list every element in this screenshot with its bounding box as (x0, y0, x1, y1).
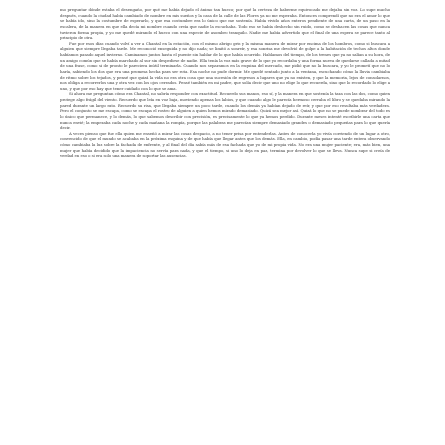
paragraph-3: Si ahora me preguntan cómo era Chantal, no sabría responder con exactitud. Recuerdo sus manos, eso sí, y la manera en que sostenía la taza con las dos, como quien protege algo frágil del viento. Recuerdo que leía en voz baja, moviendo apenas los labios, y que cuando algo le parecía hermoso cerraba el libro y se quedaba mirando la pared durante un largo rato. Recuerdo su risa, que llegaba siempre un poco tarde, cuando los demás ya habían dejado de reír, y que por eso resultaba más verdadera. Pero el conjunto se me escapa, como se escapa el rostro de alguien a quien hemos mirado demasiado. Quizá sea mejor así. Quizá lo que no se puede nombrar del todo es lo único que permanece, y lo demás, lo que sabemos describir con precisión, es precisamente lo que ya hemos perdido. Durante meses intenté escribirle una carta que nunca envié; la empezaba cada noche y cada mañana la rompía, porque las palabras me parecían siempre demasiado grandes o demasiado pequeñas para lo que quería decir. (60, 91, 390, 131)
text-column (60, 7, 390, 439)
paragraph-4: A veces pienso que fue ella quien me enseñó a mirar las cosas despacio, a no tener prisa por entenderlas. Antes de conocerla yo vivía corriendo de un lugar a otro, convencido de que el mundo se acababa en la próxima esquina y de que había que llegar antes que los demás. Ella, en cambio, podía pasar una tarde entera observando cómo cambiaba la luz sobre la fachada de enfrente, y al final del día sabía más de esa fachada que yo de mi propia vida. No era una mujer paciente; era, más bien, una mujer que había decidido que la impaciencia no servía para nada, y que el tiempo, si uno lo deja en paz, termina por devolver lo que se lleva. Nunca supe si creía de verdad en eso o si era solo una manera de soportar las ausencias. (60, 130, 390, 159)
paragraph-1: mo preguntar dónde estaba el desengaño, por qué me había dejado el ánimo tan hueco; por qué la certeza de haberme equivocado me dejaba sin voz. Lo supe mucho después, cuando la ciudad había cambiado de nombre en mis sueños y la casa de la calle de las Flores ya no me esperaba. Entonces comprendí que no era el amor lo que se había ido, sino la costumbre de esperarlo, y que esa costumbre era lo único que me sostenía. Había vivido años enteros pendiente de una carta, de un paso en la escalera, de la manera en que ella decía mi nombre cuando creía que nadie la escuchaba. Todo eso se había deshecho sin ruido, como se deshacen las cosas que nunca tuvieron forma propia, y yo me quedé mirando el hueco con una especie de asombro tranquilo. Nadie me había advertido que el final de una espera se parece tanto al principio de otra. (60, 7, 390, 41)
paragraph-2: Fue por esos días cuando volví a ver a Chantal en la estación, con el mismo abrigo gris y la misma manera de mirar por encima de los hombros, como si buscara a alguien que siempre llegaba tarde. Me reconoció enseguida y no dijo nada; se limitó a sonreír, y esa sonrisa me devolvió de golpe a la habitación de techos altos donde habíamos pasado aquel invierno. Caminamos juntos hasta el puente sin hablar de lo que había ocurrido. Hablamos del tiempo, de los trenes que ya no salían a su hora, de un amigo común que se había marchado al sur sin despedirse de nadie. Ella tenía la voz más grave de lo que yo recordaba y una forma nueva de quedarse callada a mitad de una frase, como si de pronto le pareciera inútil terminarla. Cuando nos separamos en la esquina del mercado, me pidió que no la buscara, y yo le prometí que no lo haría, sabiendo los dos que era una promesa hecha para ser rota. Esa noche no pude dormir. Me quedé sentado junto a la ventana, escuchando cómo la lluvia cambiaba de ritmo sobre los tejados, y pensé que quizá la vida no era otra cosa que una sucesión de regresos a lugares que ya no existen, y que la memoria, lejos de consolarnos, nos obliga a recorrerlos una y otra vez con los ojos cerrados. Pensé también en mi padre, que solía decir que uno no elige lo que recuerda, sino que lo recordado lo elige a uno, y que por eso hay que tener cuidado con lo que se ama. (60, 40, 390, 91)
